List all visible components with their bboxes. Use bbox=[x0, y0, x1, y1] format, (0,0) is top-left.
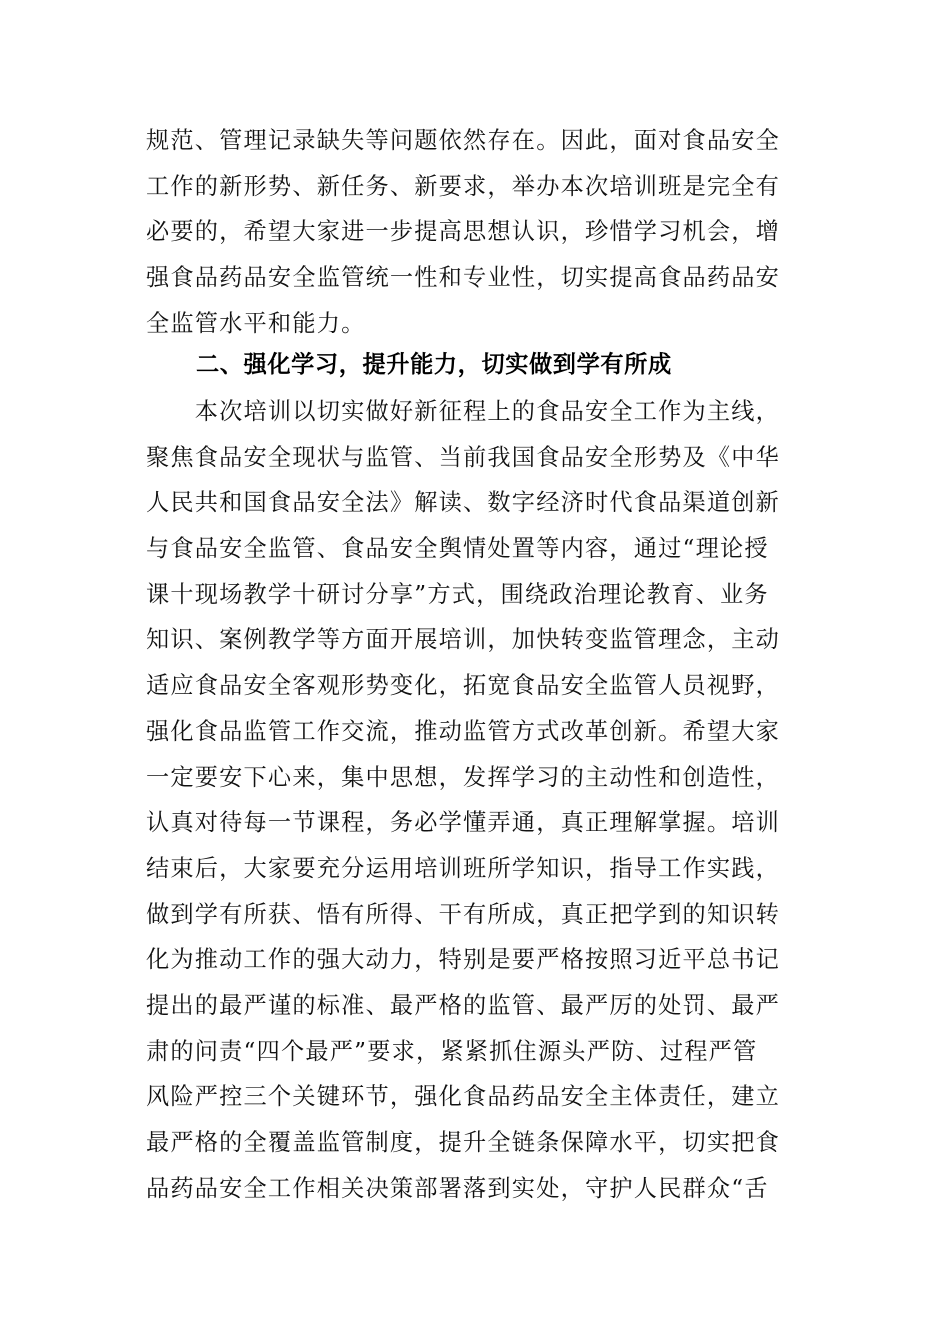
text-line: 认真对待每一节课程，务必学懂弄通，真正理解掌握。培训 bbox=[146, 809, 781, 837]
text-line: 工作的新形势、新任务、新要求，举办本次培训班是完全有 bbox=[146, 172, 781, 200]
paragraph-continued bbox=[146, 118, 808, 346]
text-line: 适应食品安全客观形势变化，拓宽食品安全监管人员视野， bbox=[146, 672, 781, 700]
text-line: 一定要安下心来，集中思想，发挥学习的主动性和创造性， bbox=[146, 763, 781, 791]
text-line: 与食品安全监管、食品安全舆情处置等内容，通过“理论授 bbox=[146, 535, 769, 563]
text-line: 强化食品监管工作交流，推动监管方式改革创新。希望大家 bbox=[146, 717, 781, 745]
text-line: 本次培训以切实做好新征程上的食品安全工作为主线， bbox=[146, 398, 781, 425]
section-heading: 二、强化学习，提升能力，切实做到学有所成 bbox=[196, 351, 672, 378]
text-line: 最严格的全覆盖监管制度，提升全链条保障水平，切实把食 bbox=[146, 1129, 781, 1156]
text-line: 化为推动工作的强大动力，特别是要严格按照习近平总书记 bbox=[146, 946, 781, 974]
text-line: 知识、案例教学等方面开展培训，加快转变监管理念，主动 bbox=[146, 626, 781, 654]
text-line: 结束后，大家要充分运用培训班所学知识，指导工作实践， bbox=[146, 854, 781, 882]
text-line: 风险严控三个关键环节，强化食品药品安全主体责任，建立 bbox=[146, 1083, 781, 1111]
text-line: 提出的最严谨的标准、最严格的监管、最严厉的处罚、最严 bbox=[146, 991, 781, 1019]
text-line: 强食品药品安全监管统一性和专业性，切实提高食品药品安 bbox=[146, 264, 781, 292]
text-line: 品药品安全工作相关决策部署落到实处，守护人民群众“舌 bbox=[146, 1174, 769, 1202]
text-line: 人民共和国食品安全法》解读、数字经济时代食品渠道创新 bbox=[146, 489, 781, 517]
text-line: 做到学有所获、悟有所得、干有所成，真正把学到的知识转 bbox=[146, 900, 781, 928]
text-line: 规范、管理记录缺失等问题依然存在。因此，面对食品安全 bbox=[146, 127, 781, 154]
text-line: 聚焦食品安全现状与监管、当前我国食品安全形势及《中华 bbox=[146, 443, 781, 471]
paragraph-main bbox=[146, 389, 808, 1211]
text-line: 肃的问责“四个最严”要求，紧紧抓住源头严防、过程严管 bbox=[146, 1037, 758, 1065]
text-line: 课十现场教学十研讨分享”方式，围绕政治理论教育、业务 bbox=[146, 580, 769, 608]
text-line: 必要的，希望大家进一步提高思想认识，珍惜学习机会，增 bbox=[146, 218, 781, 246]
text-line: 全监管水平和能力。 bbox=[146, 309, 366, 337]
